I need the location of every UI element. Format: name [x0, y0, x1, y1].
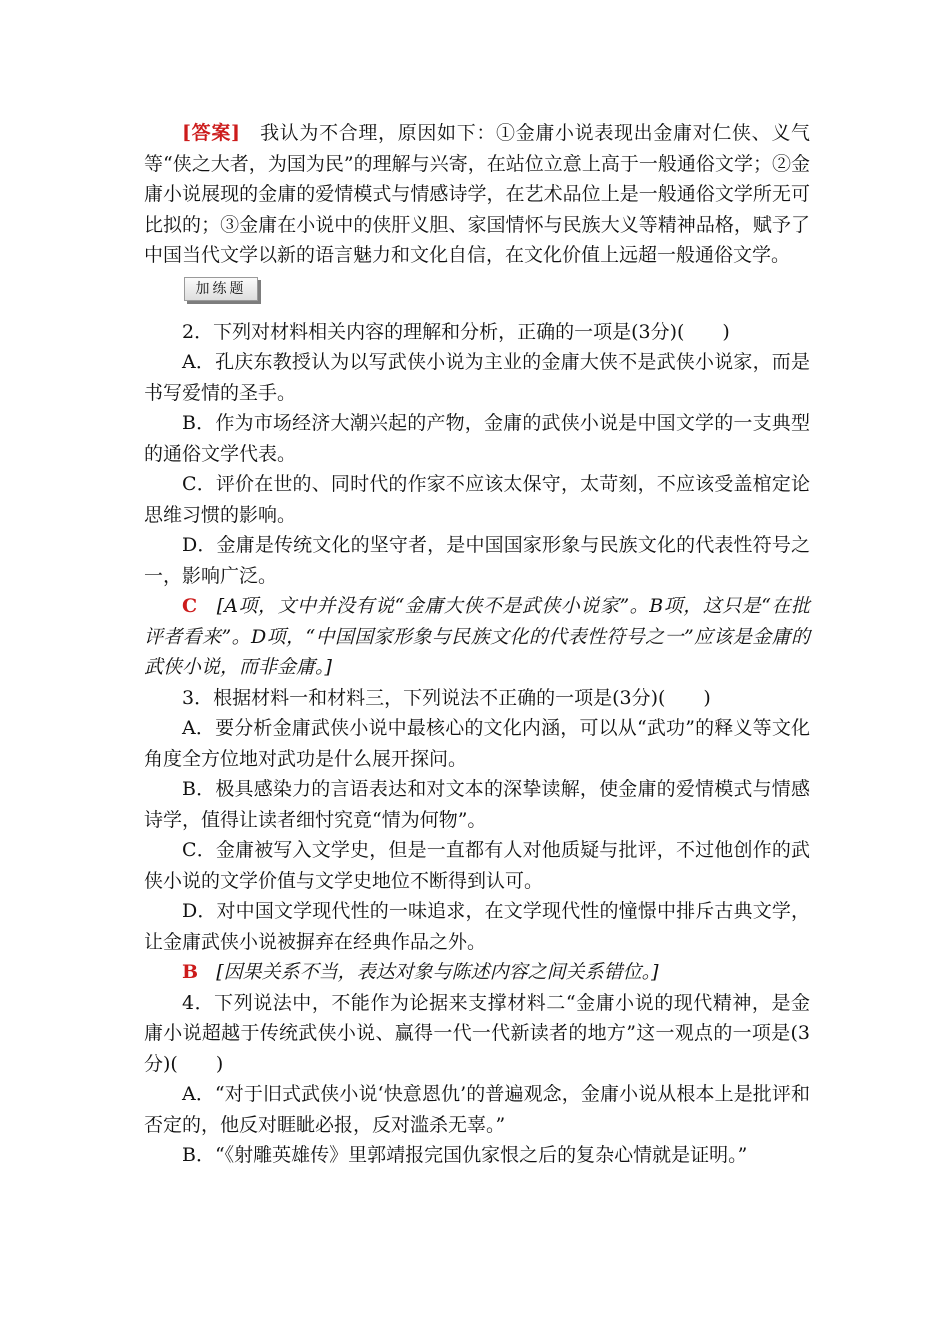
question-4-stem: 4．下列说法中，不能作为论据来支撑材料二“金庸小说的现代精神，是金庸小说超越于传统武侠小说、赢得一代一代新读者的地方”这一观点的一项是(3分)( ) — [144, 991, 810, 1075]
question-3-answer-letter: B — [182, 961, 199, 983]
document-body — [144, 118, 810, 1171]
question-2-answer — [144, 591, 810, 683]
answer-paragraph — [144, 118, 810, 271]
question-3-option-d: D．对中国文学现代性的一味追求，在文学现代性的憧憬中排斥古典文学，让金庸武侠小说被摒弃在经典作品之外。 — [144, 900, 810, 953]
question-2-option-d: D．金庸是传统文化的坚守者，是中国国家形象与民族文化的代表性符号之一，影响广泛。 — [144, 534, 810, 587]
question-2-stem: 2．下列对材料相关内容的理解和分析，正确的一项是(3分)( ) — [182, 320, 730, 343]
question-2-answer-letter: C — [182, 595, 198, 617]
question-4-option-b: B．“《射雕英雄传》里郭靖报完国仇家恨之后的复杂心情就是证明。” — [182, 1144, 748, 1166]
practice-badge: 加练题 — [184, 277, 258, 301]
question-2-explanation: [A项，文中并没有说“金庸大侠不是武侠小说家”。B项，这只是“在批评者看来”。D项，“中国国家形象与民族文化的代表性符号之一”应该是金庸的武侠小说，而非金庸。] — [144, 595, 810, 678]
question-3-option-c: C．金庸被写入文学史，但是一直都有人对他质疑与批评，不过他创作的武侠小说的文学价值与文学史地位不断得到认可。 — [144, 839, 810, 892]
question-2-option-c: C．评价在世的、同时代的作家不应该太保守，太苛刻，不应该受盖棺定论思维习惯的影响。 — [144, 473, 810, 526]
question-3-explanation: [因果关系不当，表达对象与陈述内容之间关系错位。] — [216, 961, 659, 983]
question-2-option-b: B．作为市场经济大潮兴起的产物，金庸的武侠小说是中国文学的一支典型的通俗文学代表。 — [144, 412, 810, 465]
question-2-option-a: A．孔庆东教授认为以写武侠小说为主业的金庸大侠不是武侠小说家，而是书写爱情的圣手。 — [144, 351, 810, 404]
question-4-option-a: A．“对于旧式武侠小说‘快意恩仇’的普遍观念，金庸小说从根本上是批评和否定的，他反对睚眦必报，反对滥杀无辜。” — [144, 1083, 810, 1136]
question-3-answer — [144, 957, 810, 988]
answer-text: 我认为不合理，原因如下：①金庸小说表现出金庸对仁侠、义气等“侠之大者，为国为民”的理解与兴寄，在站位立意上高于一般通俗文学；②金庸小说展现的金庸的爱情模式与情感诗学，在艺术品位上是一般通俗文学所无可比拟的；③金庸在小说中的侠肝义胆、家国情怀与民族大义等精神品格，赋予了中国当代文学以新的语言魅力和文化自信，在文化价值上远超一般通俗文学。 — [144, 122, 810, 266]
question-3-stem: 3．根据材料一和材料三，下列说法不正确的一项是(3分)( ) — [182, 686, 711, 709]
answer-label: [答案] — [182, 122, 240, 144]
practice-badge-row — [144, 271, 810, 317]
question-3-option-a: A．要分析金庸武侠小说中最核心的文化内涵，可以从“武功”的释义等文化角度全方位地对武功是什么展开探问。 — [144, 717, 810, 770]
question-3-option-b: B．极具感染力的言语表达和对文本的深挚读解，使金庸的爱情模式与情感诗学，值得让读者细忖究竟“情为何物”。 — [144, 778, 810, 831]
